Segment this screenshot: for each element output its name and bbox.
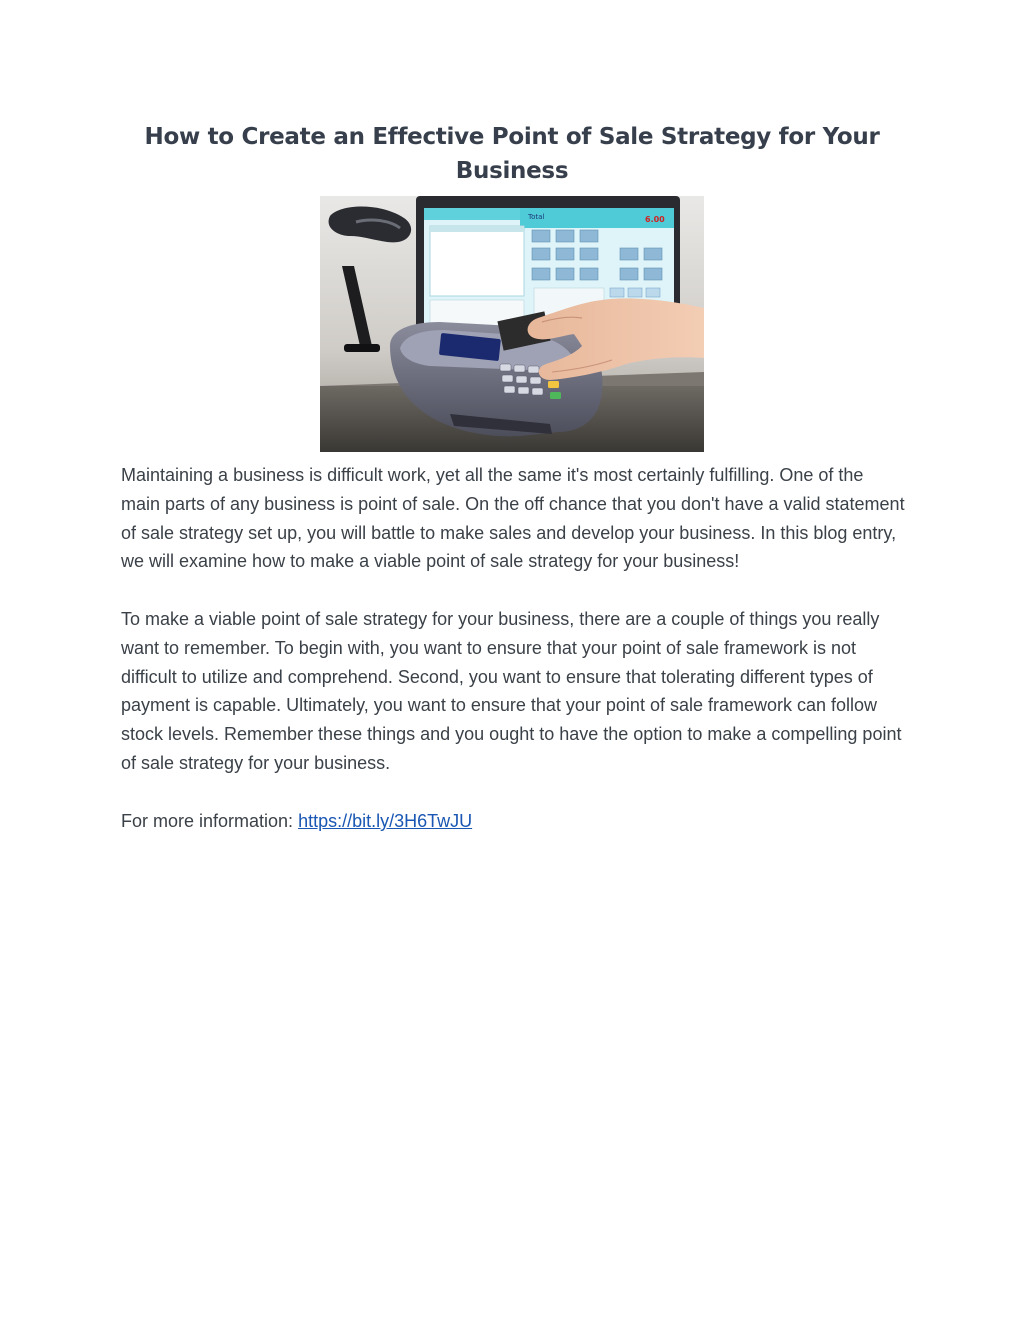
more-info-line <box>121 807 905 836</box>
more-info-link[interactable]: https://bit.ly/3H6TwJU <box>298 811 473 831</box>
hero-image <box>320 196 704 452</box>
paragraph-strategy: To make a viable point of sale strategy for your business, there are a couple of things you really want to remember. To begin with, you want to ensure that your point of sale framework is not difficult to utilize and comprehend. Second, you want to ensure that tolerating different types of payment is capable. Ultimately, you want to ensure that your point of sale framework can follow stock levels. Remember these things and you ought to have the option to make a compelling point of sale strategy for your business. <box>121 609 902 773</box>
page-title: How to Create an Effective Point of Sale Strategy for Your Business <box>144 124 880 184</box>
screen-total-label: Total <box>528 213 545 221</box>
screen-total-value: 6.00 <box>645 215 665 224</box>
pos-terminal-illustration <box>320 196 704 452</box>
paragraph-intro: Maintaining a business is difficult work, yet all the same it's most certainly fulfilling. One of the main parts of any business is point of sale. On the off chance that you don't have a valid statement of sale strategy set up, you will battle to make sales and develop your business. In this blog entry, we will examine how to make a viable point of sale strategy for your business! <box>121 465 905 572</box>
more-info-label: For more information: <box>121 811 299 831</box>
